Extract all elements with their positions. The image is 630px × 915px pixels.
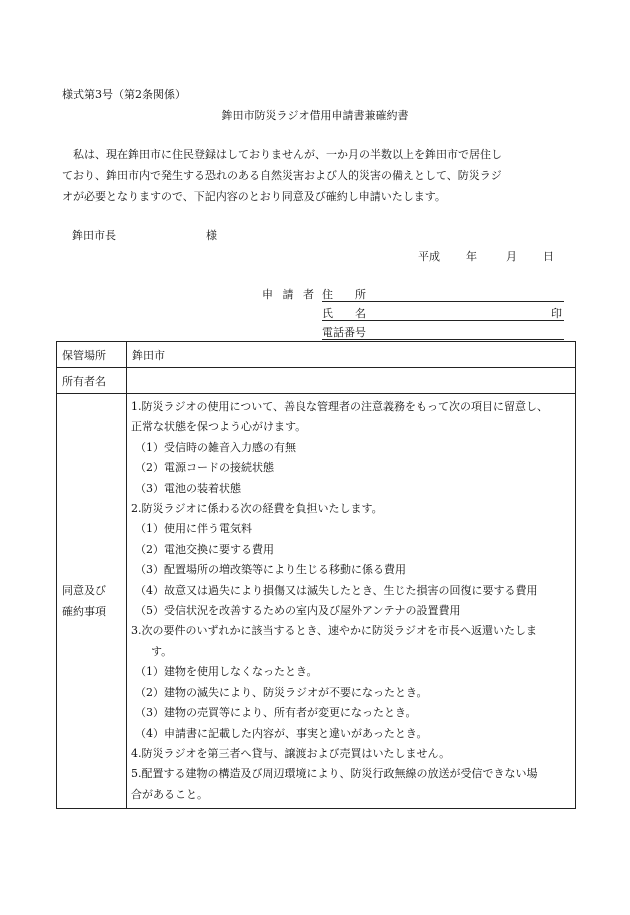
term-line: （3）建物の売買等により、所有者が変更になったとき。 (135, 706, 417, 720)
term-line: （2）電源コードの接続状態 (135, 461, 274, 475)
terms-label (57, 394, 127, 809)
term-line: （4）申請書に記載した内容が、事実と違いがあったとき。 (135, 726, 428, 740)
date-line (418, 248, 554, 264)
storage-value[interactable]: 鉾田市 (127, 342, 576, 368)
term-line: （1）受信時の雑音入力感の有無 (135, 440, 296, 454)
term-line: す。 (151, 644, 173, 658)
name-field[interactable] (322, 305, 564, 321)
applicant-label: 申 請 者 (262, 288, 317, 301)
document-title: 鉾田市防災ラジオ借用申請書兼確約書 (221, 109, 409, 122)
terms-label-line-2: 確約事項 (62, 605, 106, 619)
term-line: 4.防災ラジオを第三者へ貸与、譲渡および売買はいたしません。 (131, 746, 451, 760)
seal-mark: 印 (551, 307, 562, 320)
term-line: 正常な状態を保つよう心がけます。 (131, 420, 307, 434)
term-line: （3）電池の装着状態 (135, 481, 241, 495)
term-line: （1）建物を使用しなくなったとき。 (135, 665, 318, 679)
storage-row (57, 342, 576, 368)
owner-row (57, 368, 576, 394)
owner-label: 所有者名 (57, 368, 127, 394)
phone-label: 電話番号 (322, 326, 366, 339)
date-era: 平成 (418, 250, 440, 263)
addressee-name: 鉾田市長 (72, 229, 116, 242)
phone-field[interactable] (322, 324, 564, 340)
term-line: （4）故意又は過失により損傷又は滅失したとき、生じた損害の回復に要する費用 (135, 583, 538, 597)
term-line: （3）配置場所の増改築等により生じる移動に係る費用 (135, 563, 406, 577)
term-line: （5）受信状況を改善するための室内及び屋外アンテナの設置費用 (135, 604, 461, 618)
addressee-honorific: 様 (206, 229, 217, 242)
intro-paragraph (62, 144, 572, 207)
addressee (72, 227, 217, 243)
terms-content (127, 394, 576, 809)
term-line: 5.配置する建物の構造及び周辺環境により、防災行政無線の放送が受信できない場 (131, 767, 538, 781)
term-line: 1.防災ラジオの使用について、善良な管理者の注意義務をもって次の項目に留意し、 (131, 400, 549, 413)
date-day: 日 (543, 250, 554, 263)
date-month: 月 (506, 250, 517, 263)
form-number: 様式第3号（第2条関係） (62, 88, 186, 101)
intro-line-1: 私は、現在鉾田市に住民登録はしておりませんが、一か月の半数以上を鉾田市で居住し (73, 148, 502, 161)
terms-row (57, 394, 576, 809)
term-line: （1）使用に伴う電気料 (135, 522, 252, 536)
storage-label: 保管場所 (57, 342, 127, 368)
term-line: （2）電池交換に要する費用 (135, 542, 274, 556)
term-line: 3.次の要件のいずれかに該当するとき、速やかに防災ラジオを市長へ返還いたしま (131, 624, 538, 638)
address-field[interactable] (322, 286, 564, 302)
date-year: 年 (466, 250, 477, 263)
name-label: 氏 名 (322, 307, 366, 320)
address-label: 住 所 (322, 288, 366, 301)
owner-value[interactable] (127, 368, 576, 394)
term-line: （2）建物の滅失により、防災ラジオが不要になったとき。 (135, 685, 428, 699)
term-line: 合があること。 (131, 787, 208, 801)
terms-label-line-1: 同意及び (62, 584, 106, 598)
intro-line-2: ており、鉾田市内で発生する恐れのある自然災害および人的災害の備えとして、防災ラジ (62, 169, 502, 182)
term-line: 2.防災ラジオに係わる次の経費を負担いたします。 (131, 502, 383, 516)
intro-line-3: オが必要となりますので、下記内容のとおり同意及び確約し申請いたします。 (62, 190, 446, 203)
terms-table (56, 341, 576, 809)
